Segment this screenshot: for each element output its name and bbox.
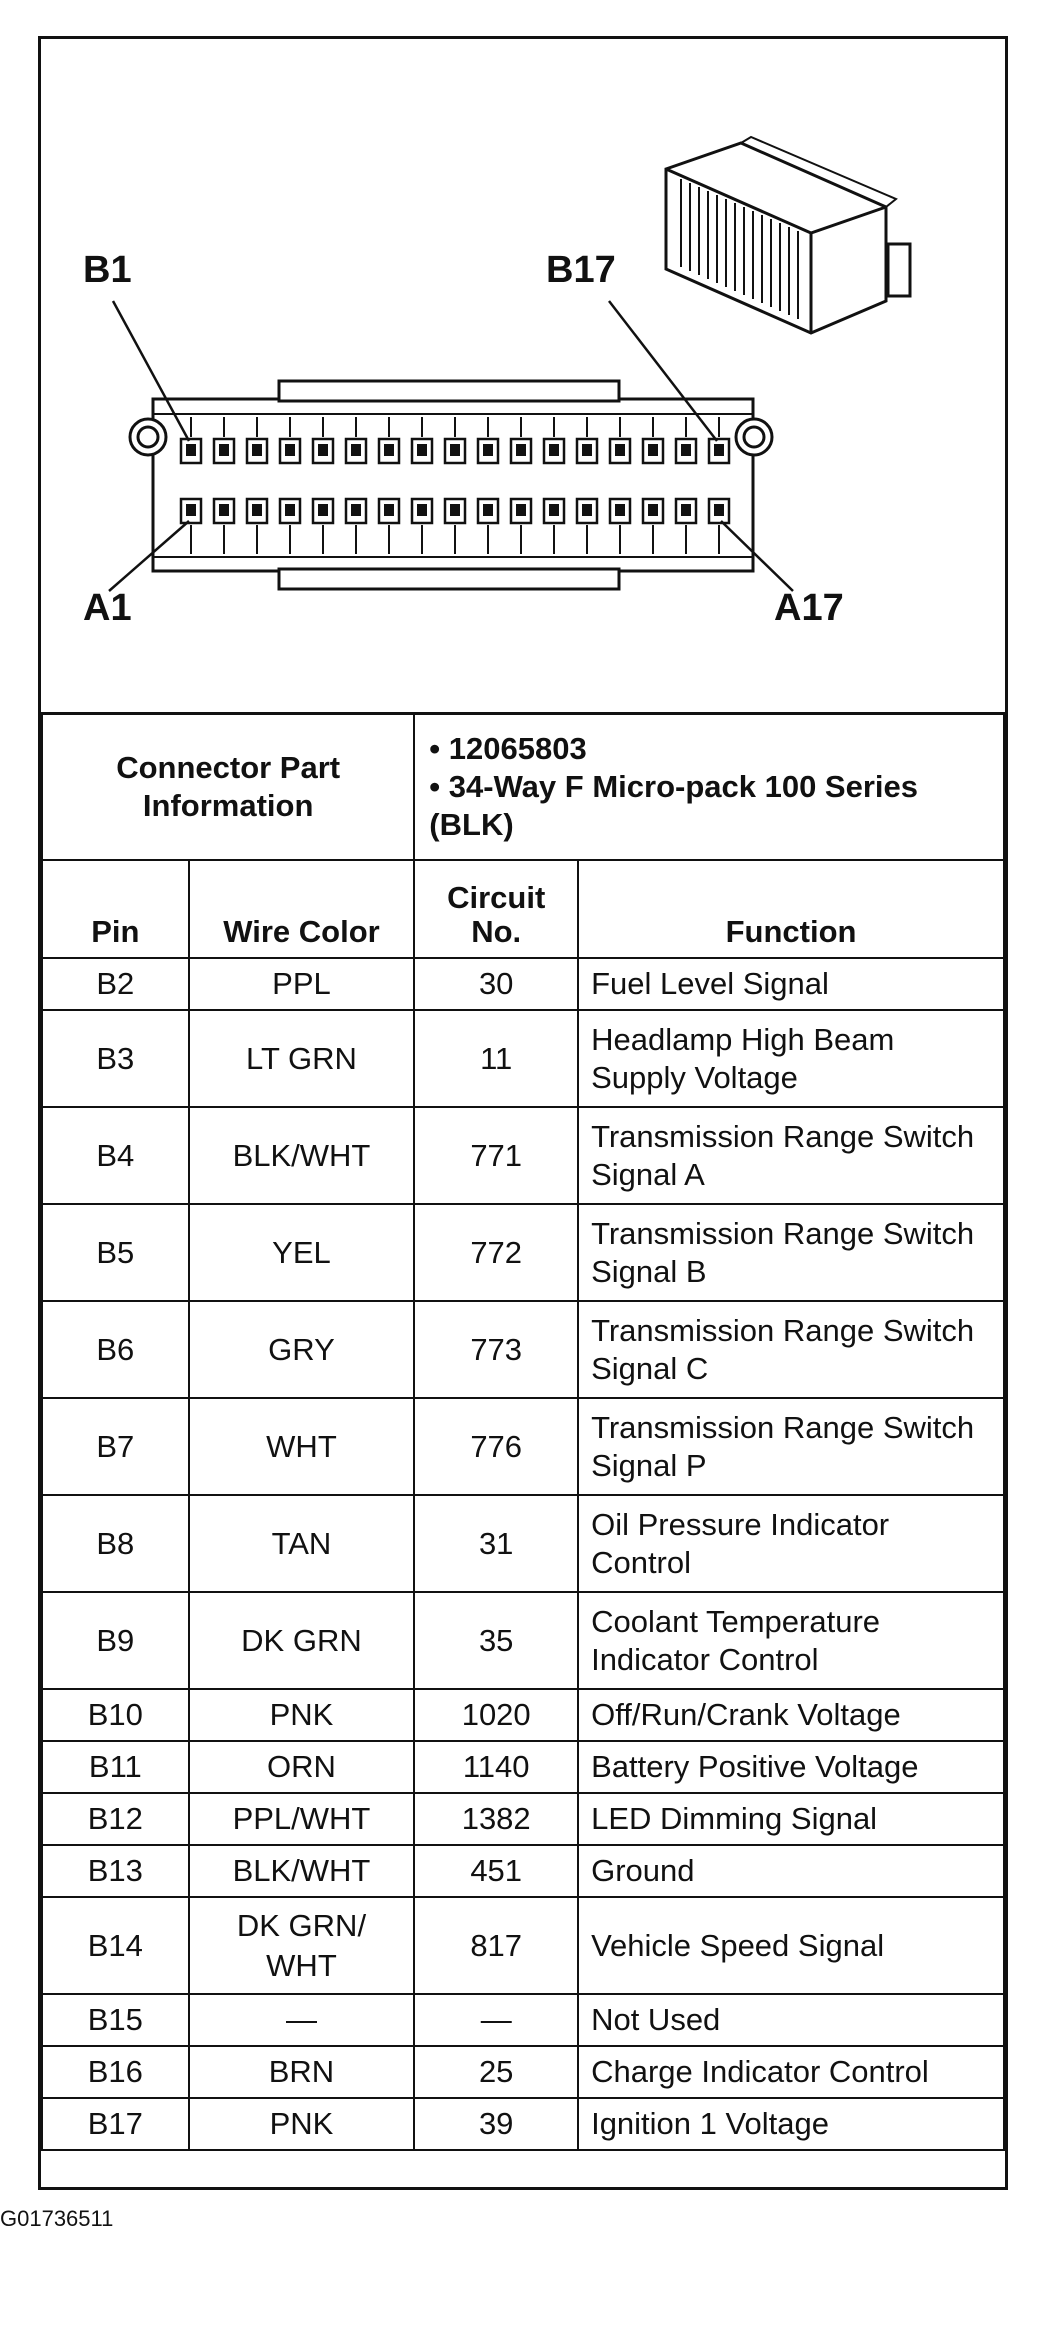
pin-cell: B5 xyxy=(42,1204,189,1301)
pin-terminal-row-a xyxy=(219,504,229,516)
pin-terminal-row-a xyxy=(615,504,625,516)
pin-terminal-row-b xyxy=(417,444,427,456)
pin-terminal-row-b xyxy=(384,444,394,456)
pin-cell: B14 xyxy=(42,1897,189,1994)
table-row xyxy=(42,2098,1004,2150)
table-row xyxy=(42,1793,1004,1845)
connector-face-view xyxy=(130,381,772,589)
circuit-cell: 773 xyxy=(414,1301,578,1398)
wire-color-cell: PNK xyxy=(189,2098,415,2150)
function-cell: Ignition 1 Voltage xyxy=(578,2098,1004,2150)
wire-color-cell: DK GRN/ WHT xyxy=(189,1897,415,1994)
pin-terminal-row-b xyxy=(483,444,493,456)
column-header-pin: Pin xyxy=(42,860,189,958)
wire-color-cell: BLK/WHT xyxy=(189,1845,415,1897)
pin-terminal-row-a xyxy=(186,504,196,516)
circuit-cell: 771 xyxy=(414,1107,578,1204)
circuit-cell: 451 xyxy=(414,1845,578,1897)
pin-terminal-row-a xyxy=(714,504,724,516)
left-mount-ear xyxy=(130,419,166,455)
function-cell: Ground xyxy=(578,1845,1004,1897)
pin-terminal-row-b xyxy=(582,444,592,456)
circuit-cell: 30 xyxy=(414,958,578,1010)
pin-terminal-row-a xyxy=(648,504,658,516)
column-header-wire-color: Wire Color xyxy=(189,860,415,958)
function-cell: Off/Run/Crank Voltage xyxy=(578,1689,1004,1741)
table-row xyxy=(42,1845,1004,1897)
pin-cell: B3 xyxy=(42,1010,189,1107)
pin-terminal-row-a xyxy=(483,504,493,516)
table-row xyxy=(42,2046,1004,2098)
wire-color-cell: YEL xyxy=(189,1204,415,1301)
circuit-cell: 31 xyxy=(414,1495,578,1592)
circuit-cell: 1020 xyxy=(414,1689,578,1741)
pin-terminal-row-b xyxy=(516,444,526,456)
column-header-row xyxy=(42,860,1004,958)
pin-cell: B17 xyxy=(42,2098,189,2150)
pin-terminal-row-a xyxy=(549,504,559,516)
pin-cell: B6 xyxy=(42,1301,189,1398)
pin-terminal-row-b xyxy=(615,444,625,456)
connector-info-item: • 12065803 xyxy=(429,730,587,766)
pin-terminal-row-a xyxy=(582,504,592,516)
table-row xyxy=(42,1741,1004,1793)
pin-terminal-row-a xyxy=(417,504,427,516)
wire-color-cell: LT GRN xyxy=(189,1010,415,1107)
pin-terminal-row-a xyxy=(351,504,361,516)
wire-color-cell: PPL/WHT xyxy=(189,1793,415,1845)
table-row xyxy=(42,1897,1004,1994)
wire-color-cell: PNK xyxy=(189,1689,415,1741)
wire-color-cell: GRY xyxy=(189,1301,415,1398)
table-row xyxy=(42,1994,1004,2046)
connector-drawing xyxy=(41,39,1005,712)
connector-sheet xyxy=(38,36,1008,2190)
pin-cell: B4 xyxy=(42,1107,189,1204)
circuit-cell: 1140 xyxy=(414,1741,578,1793)
function-cell: Fuel Level Signal xyxy=(578,958,1004,1010)
connector-info-item: • 34-Way F Micro-pack 100 Series (BLK) xyxy=(429,768,919,842)
figure-code: G01736511 xyxy=(0,2206,114,2231)
pin-cell: B16 xyxy=(42,2046,189,2098)
function-cell: Not Used xyxy=(578,1994,1004,2046)
pin-cell: B12 xyxy=(42,1793,189,1845)
connector-top-key xyxy=(279,381,619,401)
pin-terminal-row-a xyxy=(516,504,526,516)
table-row xyxy=(42,958,1004,1010)
connector-diagram xyxy=(41,39,1005,715)
label-a17: A17 xyxy=(774,587,844,629)
circuit-cell: 772 xyxy=(414,1204,578,1301)
table-row xyxy=(42,1398,1004,1495)
table-row xyxy=(42,1689,1004,1741)
function-cell: Coolant Temperature Indicator Control xyxy=(578,1592,1004,1689)
connector-housing xyxy=(153,399,753,571)
label-b17: B17 xyxy=(546,249,616,291)
circuit-cell: 25 xyxy=(414,2046,578,2098)
table-row xyxy=(42,1301,1004,1398)
pin-terminal-row-a xyxy=(285,504,295,516)
wire-color-cell: BLK/WHT xyxy=(189,1107,415,1204)
function-cell: LED Dimming Signal xyxy=(578,1793,1004,1845)
wire-color-cell: DK GRN xyxy=(189,1592,415,1689)
wire-color-cell: TAN xyxy=(189,1495,415,1592)
function-cell: Transmission Range Switch Signal P xyxy=(578,1398,1004,1495)
table-row xyxy=(42,1107,1004,1204)
pin-terminal-row-b xyxy=(219,444,229,456)
pin-cell: B11 xyxy=(42,1741,189,1793)
function-cell: Oil Pressure Indicator Control xyxy=(578,1495,1004,1592)
pin-terminal-row-b xyxy=(285,444,295,456)
pin-terminal-row-a xyxy=(450,504,460,516)
connector-info-row xyxy=(42,713,1004,860)
pin-terminal-row-b xyxy=(186,444,196,456)
table-row xyxy=(42,1592,1004,1689)
function-cell: Transmission Range Switch Signal B xyxy=(578,1204,1004,1301)
connector-pin-table xyxy=(41,712,1005,2151)
pin-cell: B7 xyxy=(42,1398,189,1495)
circuit-cell: 35 xyxy=(414,1592,578,1689)
column-header-circuit-no: Circuit No. xyxy=(414,860,578,958)
circuit-cell: 817 xyxy=(414,1897,578,1994)
pin-terminal-row-b xyxy=(450,444,460,456)
table-row xyxy=(42,1495,1004,1592)
pin-terminal-row-b xyxy=(714,444,724,456)
pin-cell: B2 xyxy=(42,958,189,1010)
pin-cell: B13 xyxy=(42,1845,189,1897)
function-cell: Vehicle Speed Signal xyxy=(578,1897,1004,1994)
pin-cell: B9 xyxy=(42,1592,189,1689)
right-mount-ear xyxy=(736,419,772,455)
circuit-cell: 776 xyxy=(414,1398,578,1495)
circuit-cell: 11 xyxy=(414,1010,578,1107)
pin-terminal-row-b xyxy=(681,444,691,456)
column-header-function: Function xyxy=(578,860,1004,958)
function-cell: Charge Indicator Control xyxy=(578,2046,1004,2098)
label-a1: A1 xyxy=(83,587,132,629)
connector-3d-view xyxy=(666,137,910,333)
circuit-cell: — xyxy=(414,1994,578,2046)
pin-cell: B8 xyxy=(42,1495,189,1592)
function-cell: Headlamp High Beam Supply Voltage xyxy=(578,1010,1004,1107)
pin-terminal-row-a xyxy=(318,504,328,516)
connector-bottom-key xyxy=(279,569,619,589)
circuit-cell: 39 xyxy=(414,2098,578,2150)
connector-info-list xyxy=(414,713,1004,860)
pin-terminal-row-b xyxy=(648,444,658,456)
mini-latch xyxy=(888,244,910,296)
label-b1: B1 xyxy=(83,249,132,291)
pin-terminal-row-a xyxy=(384,504,394,516)
wire-color-cell: ORN xyxy=(189,1741,415,1793)
wire-color-cell: PPL xyxy=(189,958,415,1010)
function-cell: Battery Positive Voltage xyxy=(578,1741,1004,1793)
mini-top-lip xyxy=(741,137,896,207)
table-row xyxy=(42,1010,1004,1107)
pin-terminal-row-b xyxy=(351,444,361,456)
table-row xyxy=(42,1204,1004,1301)
pin-terminal-row-b xyxy=(252,444,262,456)
function-cell: Transmission Range Switch Signal C xyxy=(578,1301,1004,1398)
pin-terminal-row-b xyxy=(549,444,559,456)
pin-terminal-row-b xyxy=(318,444,328,456)
wire-color-cell: BRN xyxy=(189,2046,415,2098)
circuit-cell: 1382 xyxy=(414,1793,578,1845)
pin-cell: B10 xyxy=(42,1689,189,1741)
pin-terminal-row-a xyxy=(252,504,262,516)
pin-terminal-row-a xyxy=(681,504,691,516)
wire-color-cell: WHT xyxy=(189,1398,415,1495)
connector-info-heading: Connector Part Information xyxy=(42,713,414,860)
pin-cell: B15 xyxy=(42,1994,189,2046)
function-cell: Transmission Range Switch Signal A xyxy=(578,1107,1004,1204)
wire-color-cell: — xyxy=(189,1994,415,2046)
